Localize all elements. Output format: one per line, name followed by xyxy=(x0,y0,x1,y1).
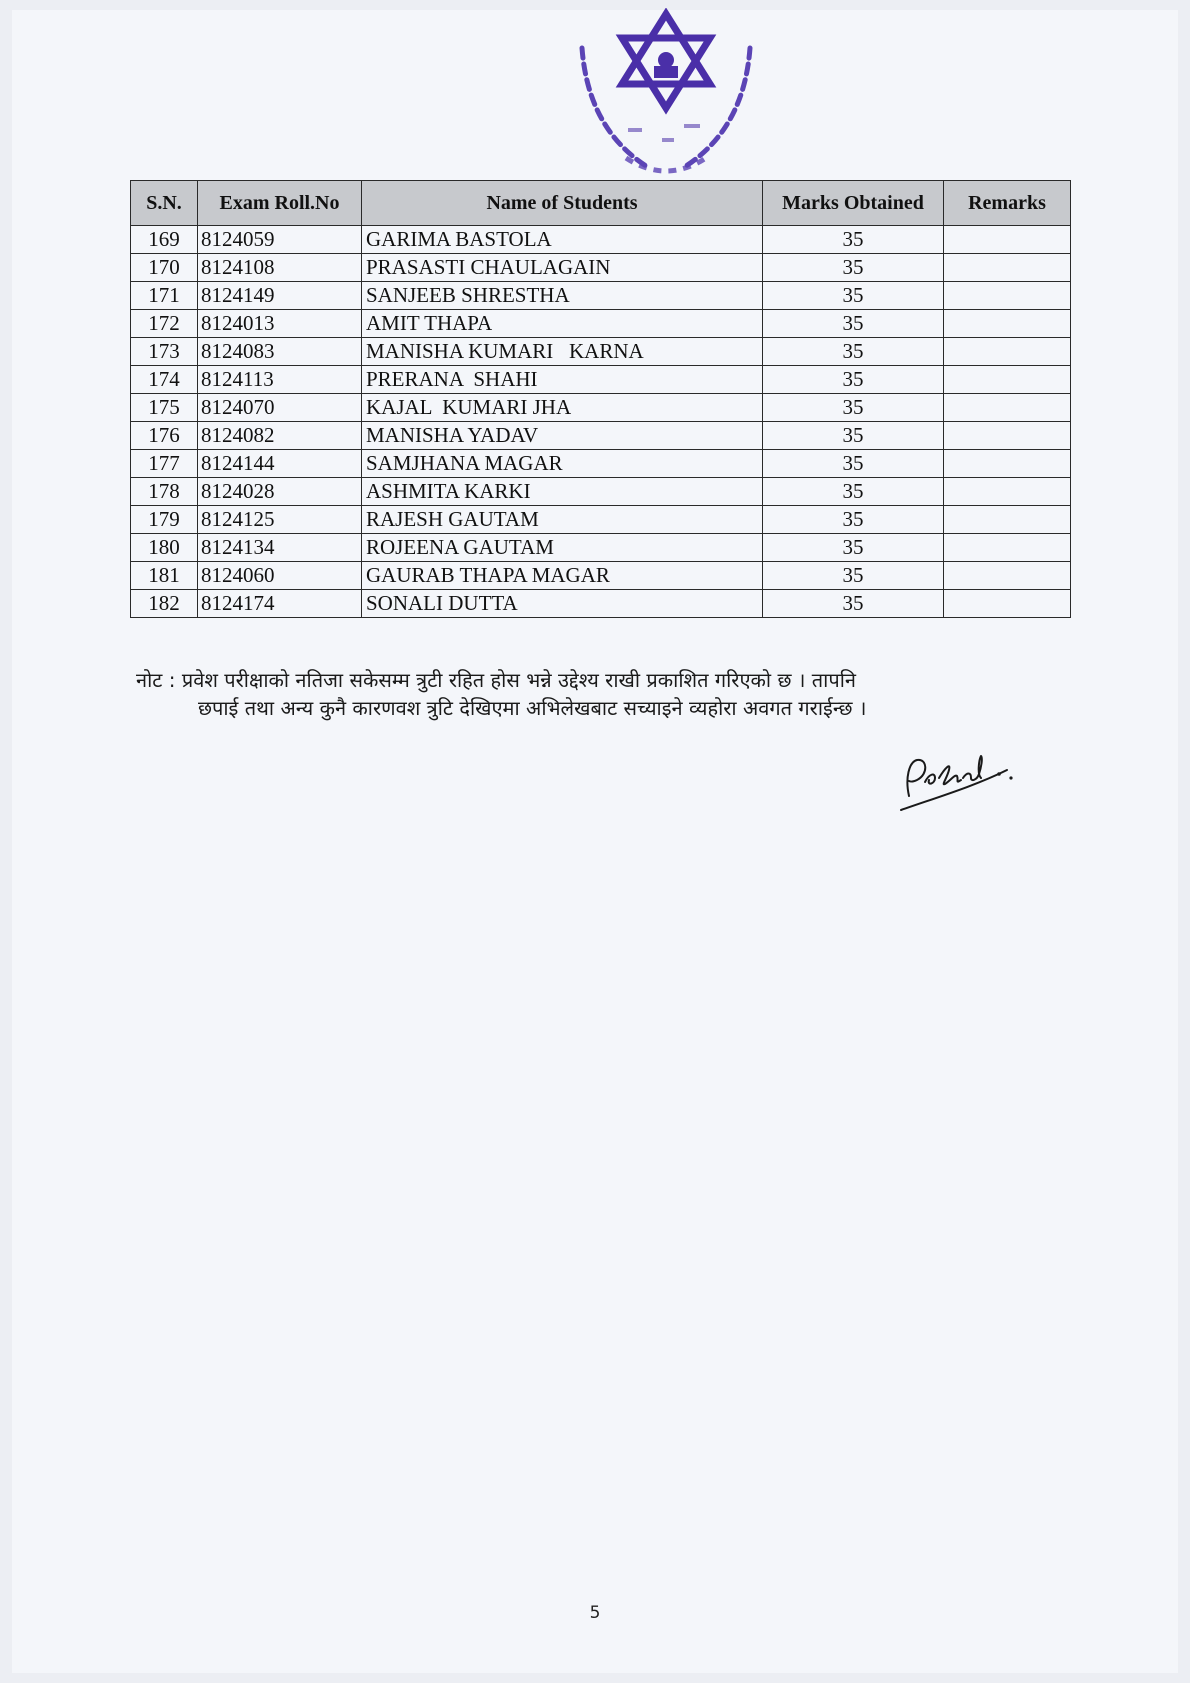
table-row xyxy=(131,478,1071,506)
cell-sn: 172 xyxy=(131,310,198,338)
cell-remarks xyxy=(944,506,1071,534)
table-row xyxy=(131,562,1071,590)
header-remarks: Remarks xyxy=(944,181,1071,226)
cell-sn: 178 xyxy=(131,478,198,506)
cell-roll-no: 8124070 xyxy=(198,394,362,422)
cell-sn: 177 xyxy=(131,450,198,478)
cell-roll-no: 8124059 xyxy=(198,226,362,254)
cell-marks: 35 xyxy=(763,590,944,618)
cell-student-name: GAURAB THAPA MAGAR xyxy=(362,562,763,590)
seal-logo-icon xyxy=(566,8,766,208)
cell-remarks xyxy=(944,338,1071,366)
cell-marks: 35 xyxy=(763,478,944,506)
header-marks-obtained: Marks Obtained xyxy=(763,181,944,226)
cell-remarks xyxy=(944,282,1071,310)
cell-student-name: ASHMITA KARKI xyxy=(362,478,763,506)
cell-marks: 35 xyxy=(763,338,944,366)
cell-student-name: SONALI DUTTA xyxy=(362,590,763,618)
table-row xyxy=(131,534,1071,562)
cell-roll-no: 8124144 xyxy=(198,450,362,478)
cell-sn: 169 xyxy=(131,226,198,254)
table-row xyxy=(131,338,1071,366)
cell-roll-no: 8124060 xyxy=(198,562,362,590)
header-roll-no: Exam Roll.No xyxy=(198,181,362,226)
cell-student-name: ROJEENA GAUTAM xyxy=(362,534,763,562)
signature-icon xyxy=(895,748,1035,818)
page-number: 5 xyxy=(589,1603,601,1623)
cell-marks: 35 xyxy=(763,422,944,450)
cell-sn: 180 xyxy=(131,534,198,562)
cell-roll-no: 8124083 xyxy=(198,338,362,366)
cell-roll-no: 8124125 xyxy=(198,506,362,534)
cell-marks: 35 xyxy=(763,562,944,590)
cell-roll-no: 8124013 xyxy=(198,310,362,338)
header-sn: S.N. xyxy=(131,181,198,226)
cell-student-name: RAJESH GAUTAM xyxy=(362,506,763,534)
cell-marks: 35 xyxy=(763,254,944,282)
cell-roll-no: 8124149 xyxy=(198,282,362,310)
table-row xyxy=(131,310,1071,338)
cell-roll-no: 8124174 xyxy=(198,590,362,618)
cell-remarks xyxy=(944,226,1071,254)
cell-remarks xyxy=(944,310,1071,338)
note-line-2: छपाई तथा अन्य कुनै कारणवश त्रुटि देखिएमा अभिलेखबाट सच्याइने व्यहोरा अवगत गराईन्छ । xyxy=(198,696,867,720)
cell-remarks xyxy=(944,450,1071,478)
cell-student-name: MANISHA KUMARI KARNA xyxy=(362,338,763,366)
cell-sn: 181 xyxy=(131,562,198,590)
cell-student-name: KAJAL KUMARI JHA xyxy=(362,394,763,422)
marks-table xyxy=(130,180,1071,618)
cell-marks: 35 xyxy=(763,394,944,422)
cell-marks: 35 xyxy=(763,506,944,534)
cell-remarks xyxy=(944,254,1071,282)
cell-marks: 35 xyxy=(763,450,944,478)
table-row xyxy=(131,226,1071,254)
cell-roll-no: 8124082 xyxy=(198,422,362,450)
cell-student-name: PRASASTI CHAULAGAIN xyxy=(362,254,763,282)
cell-sn: 179 xyxy=(131,506,198,534)
table-row xyxy=(131,366,1071,394)
table-row xyxy=(131,422,1071,450)
table-row xyxy=(131,394,1071,422)
cell-student-name: PRERANA SHAHI xyxy=(362,366,763,394)
table-row xyxy=(131,590,1071,618)
cell-remarks xyxy=(944,422,1071,450)
cell-student-name: AMIT THAPA xyxy=(362,310,763,338)
disclaimer-note xyxy=(136,666,1076,722)
table-row xyxy=(131,254,1071,282)
cell-roll-no: 8124134 xyxy=(198,534,362,562)
cell-sn: 174 xyxy=(131,366,198,394)
cell-marks: 35 xyxy=(763,310,944,338)
cell-marks: 35 xyxy=(763,226,944,254)
cell-sn: 171 xyxy=(131,282,198,310)
cell-sn: 170 xyxy=(131,254,198,282)
cell-sn: 176 xyxy=(131,422,198,450)
cell-sn: 175 xyxy=(131,394,198,422)
cell-roll-no: 8124108 xyxy=(198,254,362,282)
cell-student-name: MANISHA YADAV xyxy=(362,422,763,450)
note-line-1: नोट : प्रवेश परीक्षाको नतिजा सकेसम्म त्रुटी रहित होस भन्ने उद्देश्य राखी प्रकाशित गरिएको छ । तापनि xyxy=(136,668,856,692)
cell-roll-no: 8124113 xyxy=(198,366,362,394)
cell-student-name: GARIMA BASTOLA xyxy=(362,226,763,254)
table-row xyxy=(131,506,1071,534)
cell-remarks xyxy=(944,366,1071,394)
table-row xyxy=(131,450,1071,478)
cell-sn: 173 xyxy=(131,338,198,366)
cell-remarks xyxy=(944,394,1071,422)
table-header-row xyxy=(131,181,1071,226)
cell-remarks xyxy=(944,534,1071,562)
cell-marks: 35 xyxy=(763,366,944,394)
cell-remarks xyxy=(944,478,1071,506)
cell-remarks xyxy=(944,590,1071,618)
cell-roll-no: 8124028 xyxy=(198,478,362,506)
cell-remarks xyxy=(944,562,1071,590)
cell-student-name: SANJEEB SHRESTHA xyxy=(362,282,763,310)
cell-marks: 35 xyxy=(763,282,944,310)
cell-sn: 182 xyxy=(131,590,198,618)
cell-marks: 35 xyxy=(763,534,944,562)
cell-student-name: SAMJHANA MAGAR xyxy=(362,450,763,478)
table-row xyxy=(131,282,1071,310)
header-student-name: Name of Students xyxy=(362,181,763,226)
